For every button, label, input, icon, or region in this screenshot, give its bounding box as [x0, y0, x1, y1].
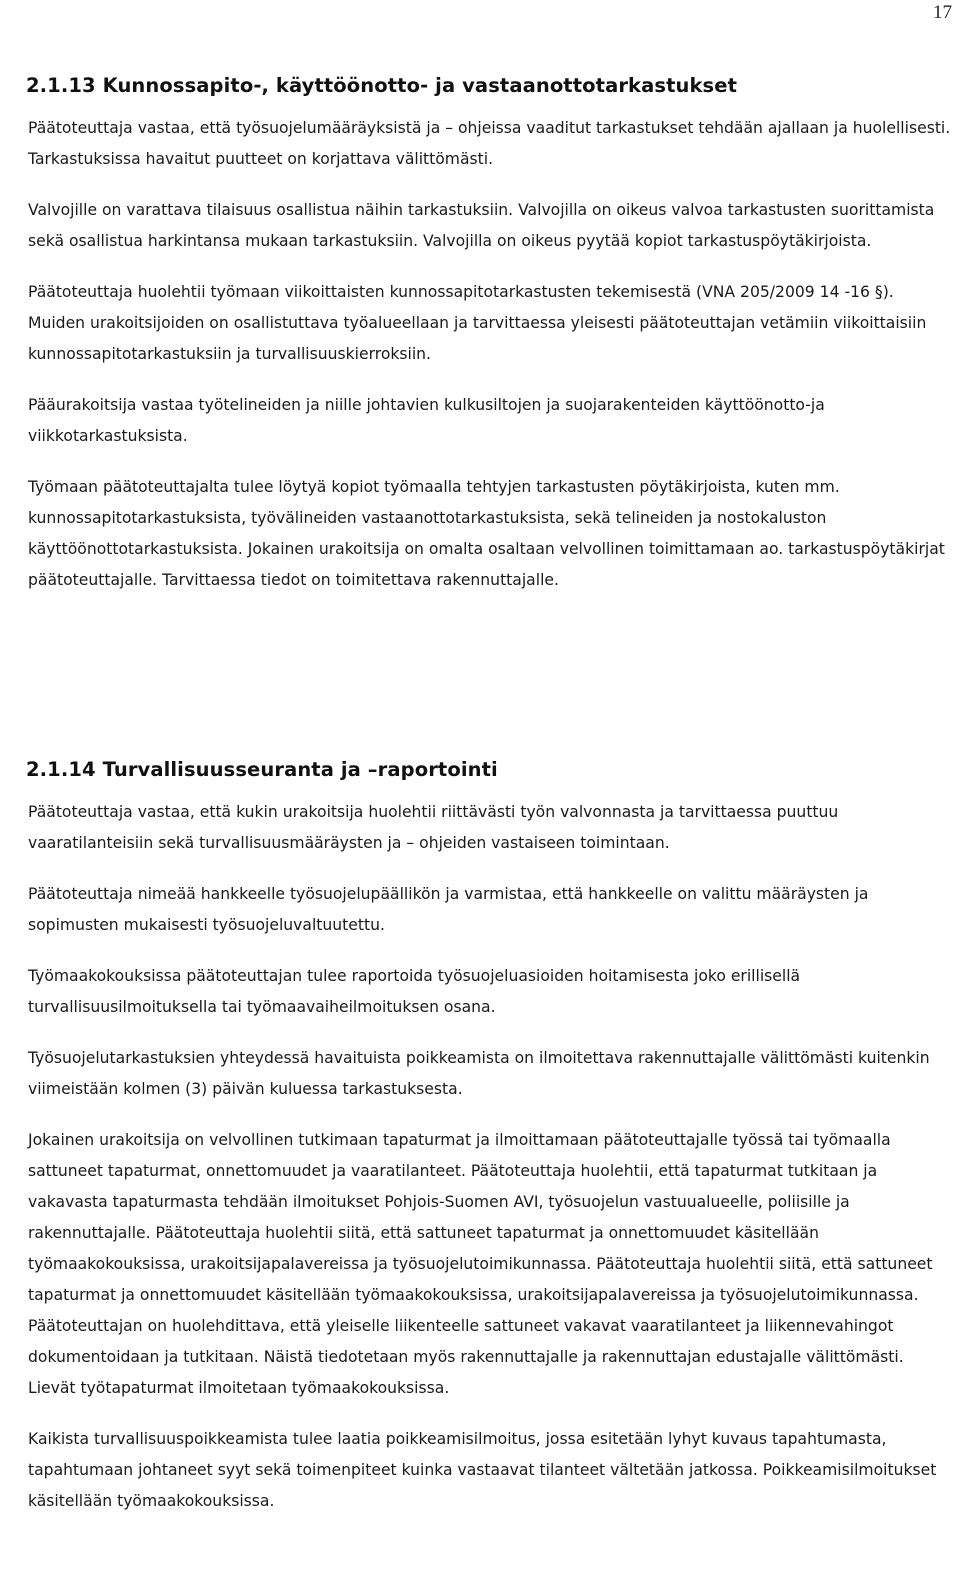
section-maintenance-inspections: [28, 74, 954, 616]
paragraph: Päätoteuttaja vastaa, että kukin urakoitsija huolehtii riittävästi työn valvonnasta ja tarvittaessa puuttuu vaaratilanteisiin sekä turvallisuusmääräysten ja – ohjeiden vastaiseen toimintaan.: [28, 803, 839, 852]
paragraph: Jokainen urakoitsija on velvollinen tutkimaan tapaturmat ja ilmoittamaan päätoteuttajalle työssä tai työmaalla sattuneet tapaturmat, onnettomuudet ja vaaratilanteet. Päätoteuttaja huolehtii, että tapaturmat tutkitaan ja vakavasta tapaturmasta tehdään ilmoitukset Pohjois-Suomen AVI, työsuojelun vastuualueelle, poliisille ja rakennuttajalle. Päätoteuttaja huolehtii siitä, että sattuneet tapaturmat ja onnettomuudet käsitellään työmaakokouksissa, urakoitsijapalavereissa ja työsuojelutoimikunnassa. Päätoteuttaja huolehtii siitä, että sattuneet tapaturmat ja onnettomuudet käsitellään työmaakokouksissa, urakoitsijapalavereissa ja työsuojelutoimikunnassa. Päätoteuttajan on huolehdittava, että yleiselle liikenteelle sattuneet vakavat vaaratilanteet ja liikennevahingot dokumentoidaan ja tutkitaan. Näistä tiedotetaan myös rakennuttajalle ja rakennuttajan edustajalle välittömästi. Lievät työtapaturmat ilmoitetaan työmaakokouksissa.: [28, 1131, 933, 1397]
section-heading: 2.1.14 Turvallisuusseuranta ja –raportointi: [26, 758, 498, 781]
paragraph: Pääurakoitsija vastaa työtelineiden ja niille johtavien kulkusiltojen ja suojarakenteiden käyttöönotto-ja viikkotarkastuksista.: [28, 396, 825, 445]
paragraph: Valvojille on varattava tilaisuus osallistua näihin tarkastuksiin. Valvojilla on oikeus valvoa tarkastusten suorittamista sekä osallistua harkintansa mukaan tarkastuksiin. Valvojilla on oikeus pyytää kopiot tarkastuspöytäkirjoista.: [28, 201, 935, 250]
section-heading: 2.1.13 Kunnossapito-, käyttöönotto- ja vastaanottotarkastukset: [26, 74, 738, 97]
section-safety-monitoring: [28, 758, 954, 1537]
paragraph: Kaikista turvallisuuspoikkeamista tulee laatia poikkeamisilmoitus, jossa esitetään lyhyt kuvaus tapahtumasta, tapahtumaan johtaneet syyt sekä toimenpiteet kuinka vastaavat tilanteet vältetään jatkossa. Poikkeamisilmoitukset käsitellään työmaakokouksissa.: [28, 1430, 937, 1510]
page-number: 17: [933, 2, 952, 23]
paragraph: Työmaakokouksissa päätoteuttajan tulee raportoida työsuojeluasioiden hoitamisesta joko erillisellä turvallisuusilmoituksella tai työmaavaiheilmoituksen osana.: [28, 967, 801, 1016]
paragraph: Työsuojelutarkastuksien yhteydessä havaituista poikkeamista on ilmoitettava rakennuttajalle välittömästi kuitenkin viimeistään kolmen (3) päivän kuluessa tarkastuksesta.: [28, 1049, 930, 1098]
paragraph: Päätoteuttaja huolehtii työmaan viikoittaisten kunnossapitotarkastusten tekemisestä (VNA 205/2009 14 -16 §). Muiden urakoitsijoiden on osallistuttava työalueellaan ja tarvittaessa yleisesti päätoteuttajan vetämiin viikoittaisiin kunnossapitotarkastuksiin ja turvallisuuskierroksiin.: [28, 283, 927, 363]
paragraph: Työmaan päätoteuttajalta tulee löytyä kopiot työmaalla tehtyjen tarkastusten pöytäkirjoista, kuten mm. kunnossapitotarkastuksista, työvälineiden vastaanottotarkastuksista, sekä telineiden ja nostokaluston käyttöönottotarkastuksista. Jokainen urakoitsija on omalta osaltaan velvollinen toimittamaan ao. tarkastuspöytäkirjat päätoteuttajalle. Tarvittaessa tiedot on toimitettava rakennuttajalle.: [28, 478, 945, 589]
paragraph: Päätoteuttaja vastaa, että työsuojelumääräyksistä ja – ohjeissa vaaditut tarkastukset tehdään ajallaan ja huolellisesti. Tarkastuksissa havaitut puutteet on korjattava välittömästi.: [28, 119, 951, 168]
paragraph: Päätoteuttaja nimeää hankkeelle työsuojelupäällikön ja varmistaa, että hankkeelle on valittu määräysten ja sopimusten mukaisesti työsuojeluvaltuutettu.: [28, 885, 869, 934]
